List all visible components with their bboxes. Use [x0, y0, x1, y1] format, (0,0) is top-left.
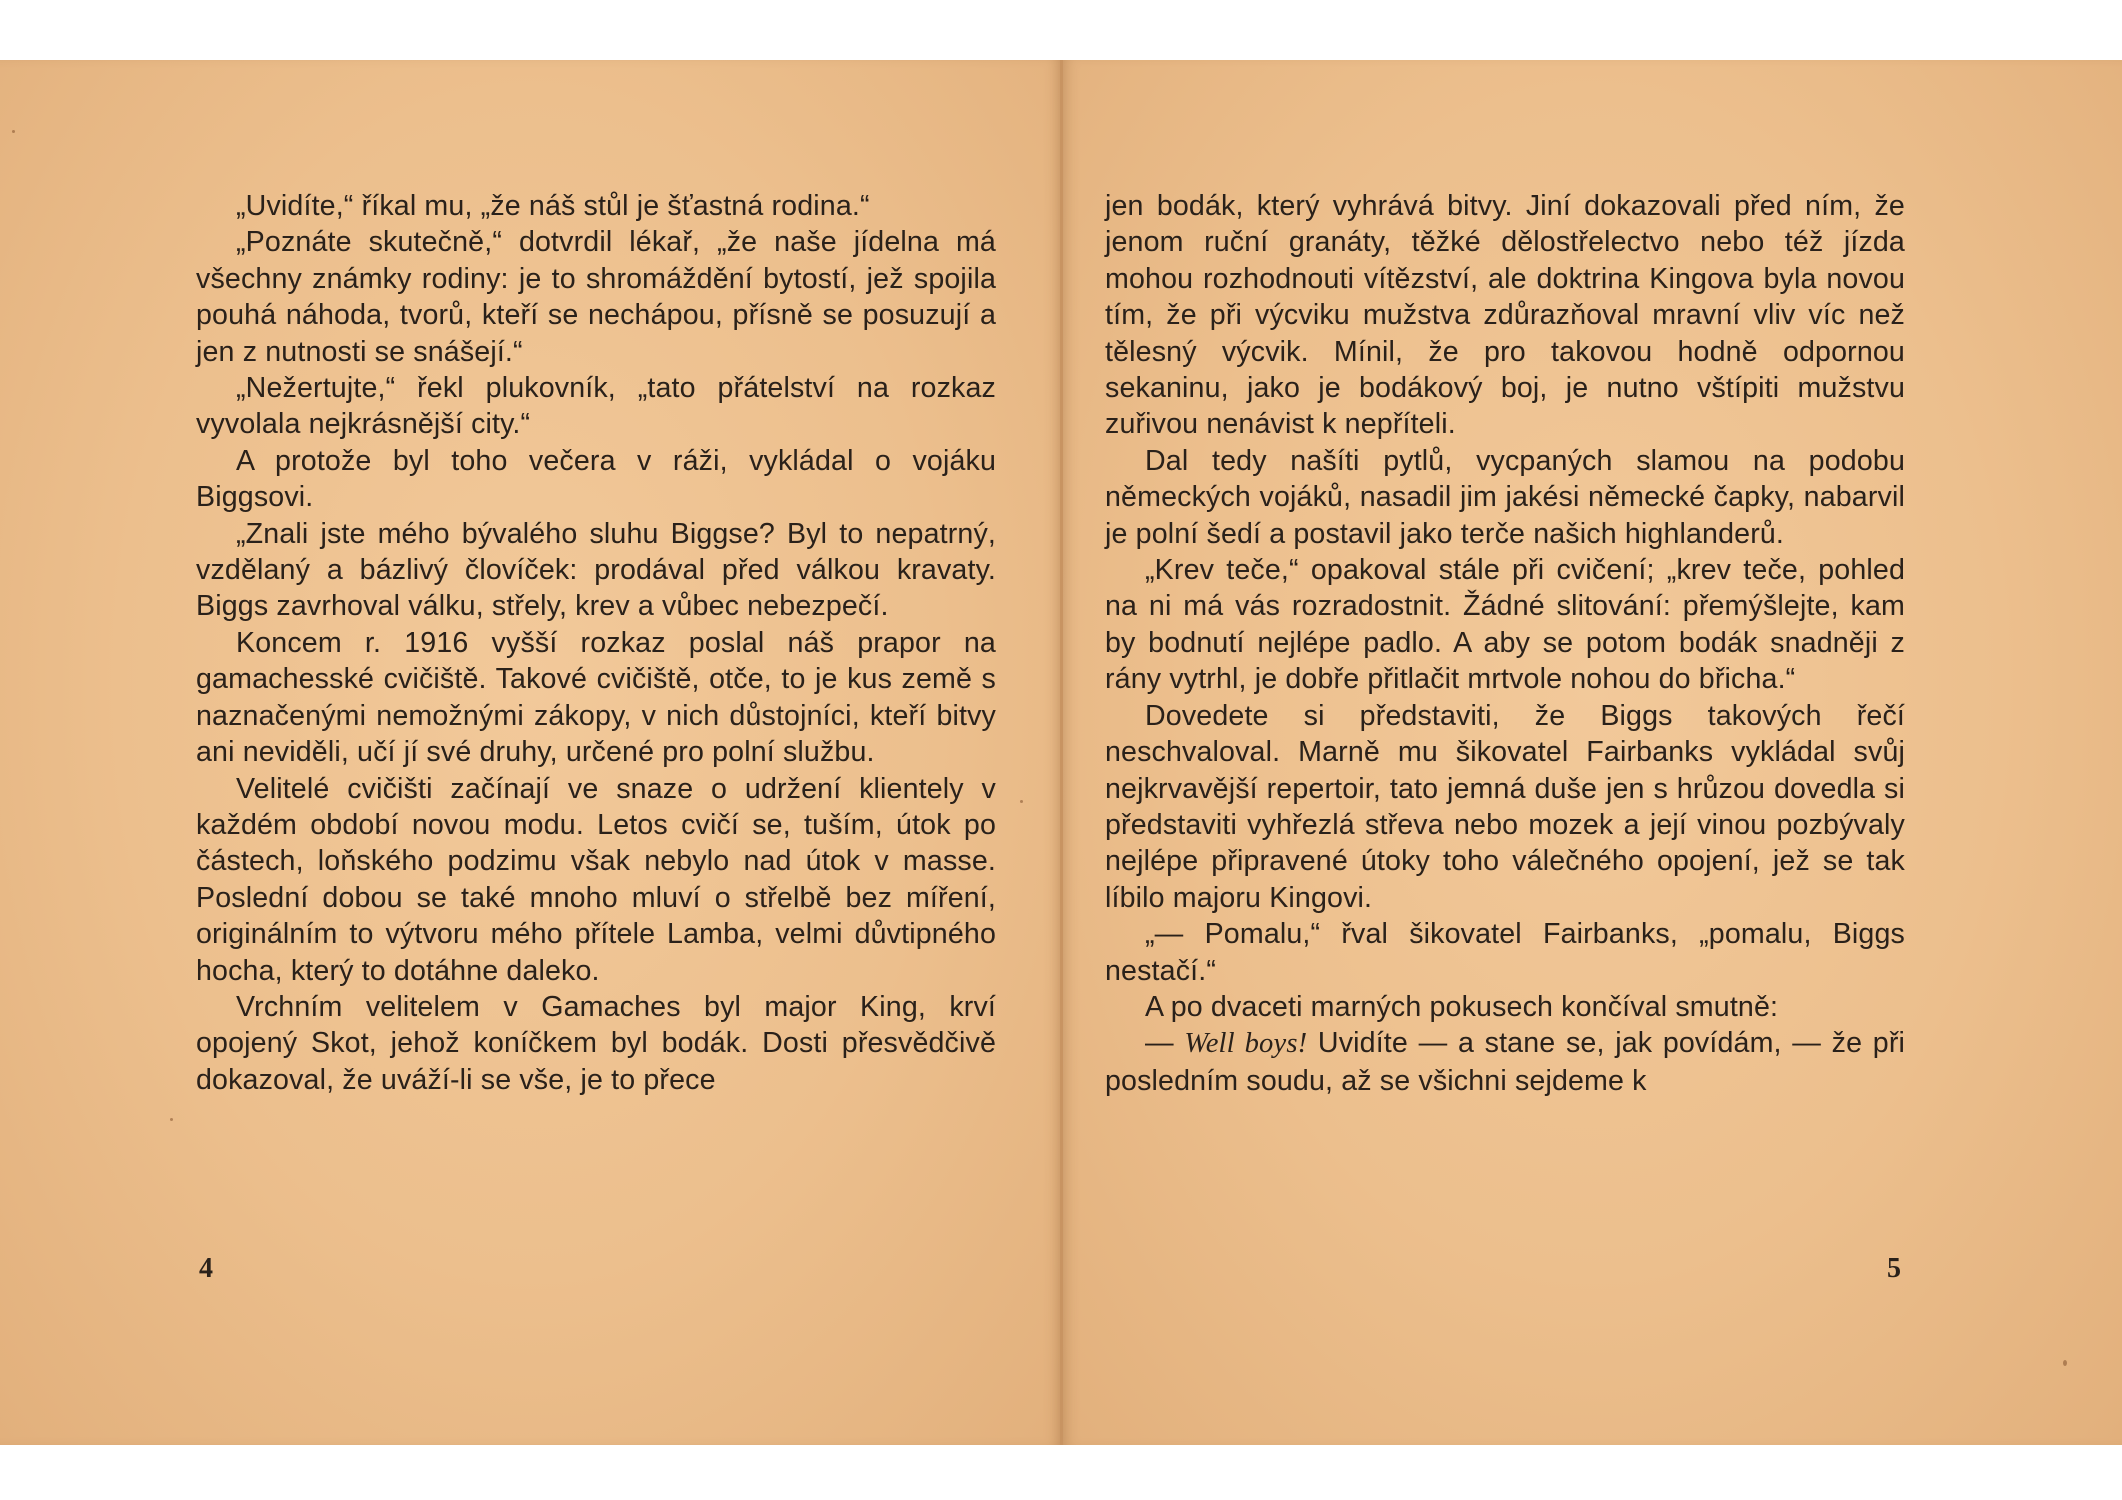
paragraph: Koncem r. 1916 vyšší rozkaz poslal náš prapor na gamachesské cvičiště. Takové cvičiště, otče, to je kus země s naznačenými nemožnými zákopy, v nich důstojníci, kteří bitvy ani neviděli, učí jí své druhy, určené pro polní službu.: [196, 626, 996, 769]
right-page-text: [1105, 188, 1905, 1099]
page-number-right: 5: [1887, 1253, 1901, 1284]
left-page: [0, 60, 1061, 1445]
italic-phrase: Well boys!: [1184, 1028, 1308, 1060]
paper-speck: [12, 130, 15, 133]
page-number-left: 4: [199, 1253, 213, 1284]
paragraph: Velitelé cvičišti začínají ve snaze o udržení klientely v každém období novou modu. Letos cvičí se, tuším, útok po částech, loňského podzimu však nebylo nad útok v masse. Poslední dobou se také mnoho mluví o střelbě bez míření, originálním to výtvoru mého přítele Lamba, velmi důvtipného hocha, který to dotáhne daleko.: [196, 772, 996, 987]
paragraph: Dovedete si představiti, že Biggs takových řečí neschvaloval. Marně mu šikovatel Fairbanks vykládal svůj nejkrvavější repertoir, tato jemná duše jen s hrůzou dovedla si představiti vyhřezlá střeva nebo mozek a její vinou pozbývaly nejlépe připravené útoky toho válečného opojení, jež se tak líbilo majoru Kingovi.: [1105, 699, 1905, 914]
paper-speck: [1020, 800, 1023, 803]
right-page: [1063, 60, 2122, 1445]
paragraph: Dal tedy našíti pytlů, vycpaných slamou na podobu německých vojáků, nasadil jim jakési německé čapky, nabarvil je polní šedí a postavil jako terče našich highlanderů.: [1105, 444, 1905, 550]
paragraph: „— Pomalu,“ řval šikovatel Fairbanks, „pomalu, Biggs nestačí.“: [1105, 918, 1905, 987]
left-page-text: [196, 188, 996, 1098]
paragraph-rest: Uvidíte — a stane se, jak povídám, — že při posledním soudu, až se všichni sejdeme k: [1105, 1027, 1905, 1097]
dash: —: [1145, 1027, 1185, 1060]
paragraph: Vrchním velitelem v Gamaches byl major King, krví opojený Skot, jehož koníčkem byl bodák. Dosti přesvědčivě dokazoval, že uváží-li se vše, je to přece: [196, 990, 996, 1096]
paragraph-last: [1105, 1025, 1905, 1099]
paragraph: „Krev teče,“ opakoval stále při cvičení; „krev teče, pohled na ni má vás rozradostnit. Žádné slitování: přemýšlejte, kam by bodnutí nejlépe padlo. A aby se potom bodák snadněji z rány vytrhl, je dobře přitlačit mrtvole nohou do břicha.“: [1105, 554, 1905, 696]
paragraph: jen bodák, který vyhrává bitvy. Jiní dokazovali před ním, že jenom ruční granáty, těžké dělostřelectvo nebo též jízda mohou rozhodnouti vítězství, ale doktrina Kingova byla novou tím, že při výcviku mužstva zdůrazňoval mravní vliv víc než tělesný výcvik. Mínil, že pro takovou hodně odpornou sekaninu, jako je bodákový boj, je nutno vštípiti mužstvu zuřivou nenávist k nepříteli.: [1105, 190, 1905, 441]
paper-speck: [170, 1118, 173, 1121]
paragraph: A protože byl toho večera v ráži, vykládal o vojáku Biggsovi.: [196, 444, 996, 514]
paragraph: A po dvaceti marných pokusech končíval smutně:: [1145, 990, 1779, 1023]
paragraph: „Poznáte skutečně,“ dotvrdil lékař, „že naše jídelna má všechny známky rodiny: je to shromáždění bytostí, jež spojila pouhá náhoda, tvorů, kteří se nechápou, přísně se posuzují a jen z nutnosti se snášejí.“: [196, 226, 996, 368]
book-spread: [0, 60, 2122, 1445]
paper-speck: [2063, 1360, 2067, 1366]
paragraph: „Nežertujte,“ řekl plukovník, „tato přátelství na rozkaz vyvolala nejkrásnější city.“: [196, 372, 996, 441]
paragraph: „Znali jste mého bývalého sluhu Biggse? Byl to nepatrný, vzdělaný a bázlivý človíček: prodával před válkou kravaty. Biggs zavrhoval válku, střely, krev a vůbec nebezpečí.: [196, 517, 996, 623]
paragraph: „Uvidíte,“ říkal mu, „že náš stůl je šťastná rodina.“: [236, 190, 870, 222]
